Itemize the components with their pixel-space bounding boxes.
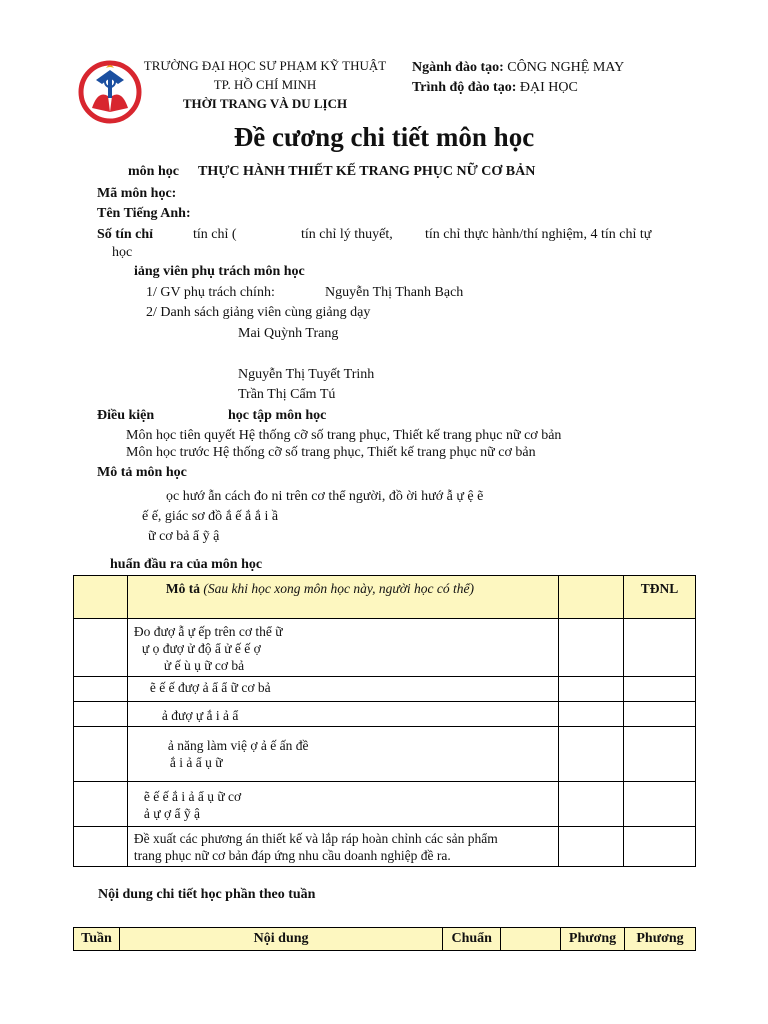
prerequisite-value: Hệ thống cỡ số trang phục, Thiết kế trang phục nữ cơ bản — [238, 428, 562, 443]
major-value: CÔNG NGHỆ MAY — [507, 60, 625, 75]
table-row: Đề xuất các phương án thiết kế và lắp ráp hoàn chỉnh các sản phẩm trang phục nữ cơ bản đáp ứng nhu cầu doanh nghiệp đề ra. — [74, 827, 696, 867]
main-lecturer-name: Nguyễn Thị Thanh Bạch — [325, 285, 464, 300]
description-line: ế ế, giác sơ đồ ắ ế ắ ắ i ầ — [142, 509, 279, 524]
description-line: ữ cơ bả ẩ ỹ ậ — [148, 529, 220, 544]
level-label: Trình độ đào tạo: — [412, 80, 517, 95]
table-header-row — [74, 928, 696, 951]
major-line — [412, 60, 624, 76]
co-lecturer-name: Nguyễn Thị Tuyết Trinh — [238, 367, 375, 382]
weekly-content-heading: Nội dung chi tiết học phần theo tuần — [98, 887, 316, 902]
level-line — [412, 80, 578, 96]
empty-header — [501, 928, 561, 951]
outcomes-table — [73, 575, 696, 867]
english-name-label: Tên Tiếng Anh: — [97, 206, 191, 221]
week-header: Tuần — [74, 928, 120, 951]
credits-theory: tín chỉ lý thuyết, — [301, 227, 393, 242]
school-name-line2: TP. HỒ CHÍ MINH — [213, 77, 317, 92]
credits-label: Số tín chỉ — [97, 227, 154, 242]
method-header: Phương — [625, 928, 696, 951]
table-row: Đo đượ ẫ ự ếp trên cơ thể ữ ự ọ đượ ử độ ẩ ử ế ế ợ ử ế ù ụ ữ cơ bả — [74, 619, 696, 677]
page-title: Đề cương chi tiết môn học — [233, 122, 535, 152]
prior-course-label: Môn học trước — [126, 445, 210, 460]
outcomes-heading: huẩn đầu ra của môn học — [110, 557, 263, 572]
credits-text: tín chỉ ( — [193, 227, 237, 242]
standard-header: Chuẩn — [443, 928, 501, 951]
table-row: ẽ ế ế đượ ả ẩ ẩ ữ cơ bả — [74, 677, 696, 702]
content-header: Nội dung — [119, 928, 442, 951]
course-name-label: môn học — [128, 164, 179, 179]
table-row: ả đượ ự ắ i ả ẩ — [74, 702, 696, 727]
description-label: Mô tả môn học — [97, 465, 187, 480]
co-lecturers-label: 2/ Danh sách giảng viên cùng giảng dạy — [146, 305, 371, 320]
weekly-content-table — [73, 927, 696, 951]
table-row: ả năng làm việ ợ ả ế ấn đề ắ i ả ẩ ụ ữ — [74, 727, 696, 782]
course-code-label: Mã môn học: — [97, 186, 177, 201]
level-value: ĐẠI HỌC — [519, 80, 578, 95]
prerequisite-label: Môn học tiên quyết — [126, 428, 236, 443]
co-lecturer-name: Trần Thị Cẩm Tú — [238, 387, 336, 402]
description-line: ọc hướ ẫn cách đo ni trên cơ thể người, đồ ời hướ ẫ ự ệ ẽ — [166, 489, 484, 504]
conditions-label: Điều kiện — [97, 408, 155, 423]
course-name-value: THỰC HÀNH THIẾT KẾ TRANG PHỤC NỮ CƠ BẢN — [198, 164, 536, 179]
credits-continuation: học — [112, 245, 133, 260]
method-header: Phương — [561, 928, 625, 951]
prior-course-value: Hệ thống cỡ số trang phục, Thiết kế trang phục nữ cơ bản — [212, 445, 536, 460]
main-lecturer-label: 1/ GV phụ trách chính: — [146, 285, 275, 300]
tdnl-header: TĐNL — [624, 576, 696, 619]
university-logo — [78, 60, 142, 124]
table-row: ẽ ế ế ắ i ả ẩ ụ ữ cơ ả ự ợ ẩ ỹ ậ — [74, 782, 696, 827]
description-header: Mô tả (Sau khi học xong môn học này, người học có thể) — [127, 576, 558, 619]
table-header-row — [74, 576, 696, 619]
co-lecturer-name: Mai Quỳnh Trang — [238, 326, 339, 341]
prerequisite-line — [126, 428, 561, 444]
conditions-label-2: học tập môn học — [228, 408, 327, 423]
prior-course-line — [126, 445, 536, 461]
credits-practice: tín chỉ thực hành/thí nghiệm, 4 tín chỉ tự — [425, 227, 652, 242]
school-name-line1: TRƯỜNG ĐẠI HỌC SƯ PHẠM KỸ THUẬT — [143, 58, 387, 73]
lecturers-heading: iảng viên phụ trách môn học — [134, 264, 305, 279]
faculty-name: THỜI TRANG VÀ DU LỊCH — [182, 96, 348, 111]
major-label: Ngành đào tạo: — [412, 60, 504, 75]
